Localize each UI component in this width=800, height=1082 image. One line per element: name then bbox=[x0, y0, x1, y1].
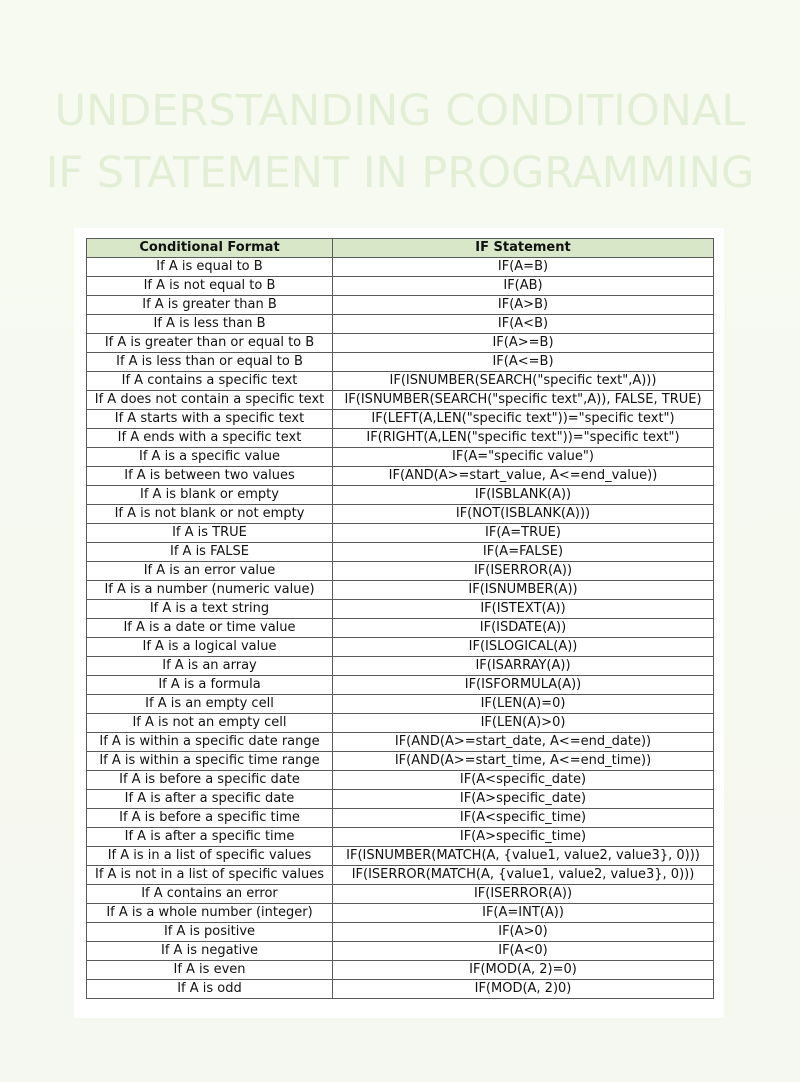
if-statement-cell[interactable]: IF(A<specific_date) bbox=[333, 771, 714, 790]
conditional-format-cell[interactable]: If A is equal to B bbox=[87, 258, 333, 277]
conditional-format-cell[interactable]: If A is an empty cell bbox=[87, 695, 333, 714]
conditional-format-cell[interactable]: If A is negative bbox=[87, 942, 333, 961]
table-row bbox=[87, 942, 714, 961]
conditional-format-cell[interactable]: If A is an array bbox=[87, 657, 333, 676]
if-statement-cell[interactable]: IF(ISERROR(MATCH(A, {value1, value2, value3}, 0))) bbox=[333, 866, 714, 885]
if-statement-cell[interactable]: IF(A<0) bbox=[333, 942, 714, 961]
title-line-2: IF STATEMENT IN PROGRAMMING bbox=[45, 148, 755, 198]
table-row bbox=[87, 809, 714, 828]
conditional-format-cell[interactable]: If A is blank or empty bbox=[87, 486, 333, 505]
table-header-row bbox=[87, 239, 714, 258]
page-title bbox=[0, 80, 800, 204]
table-row bbox=[87, 961, 714, 980]
conditional-format-cell[interactable]: If A ends with a specific text bbox=[87, 429, 333, 448]
table-row bbox=[87, 372, 714, 391]
if-statement-cell[interactable]: IF(A>specific_date) bbox=[333, 790, 714, 809]
table-row bbox=[87, 752, 714, 771]
table-row bbox=[87, 771, 714, 790]
conditional-format-cell[interactable]: If A is greater than B bbox=[87, 296, 333, 315]
if-statement-cell[interactable]: IF(A<B) bbox=[333, 315, 714, 334]
conditional-format-cell[interactable]: If A is after a specific date bbox=[87, 790, 333, 809]
conditional-format-cell[interactable]: If A contains a specific text bbox=[87, 372, 333, 391]
if-statement-cell[interactable]: IF(ISERROR(A)) bbox=[333, 885, 714, 904]
conditional-format-cell[interactable]: If A starts with a specific text bbox=[87, 410, 333, 429]
conditional-format-cell[interactable]: If A contains an error bbox=[87, 885, 333, 904]
conditional-format-cell[interactable]: If A is within a specific time range bbox=[87, 752, 333, 771]
if-statement-cell[interactable]: IF(NOT(ISBLANK(A))) bbox=[333, 505, 714, 524]
if-statement-cell[interactable]: IF(ISNUMBER(SEARCH("specific text",A)), FALSE, TRUE) bbox=[333, 391, 714, 410]
conditional-format-cell[interactable]: If A is less than or equal to B bbox=[87, 353, 333, 372]
if-statement-cell[interactable]: IF(ISDATE(A)) bbox=[333, 619, 714, 638]
table-row bbox=[87, 334, 714, 353]
table-row bbox=[87, 486, 714, 505]
conditional-format-cell[interactable]: If A is before a specific time bbox=[87, 809, 333, 828]
column-header-if-statement[interactable]: IF Statement bbox=[333, 239, 714, 258]
if-statement-cell[interactable]: IF(A<=B) bbox=[333, 353, 714, 372]
table-row bbox=[87, 467, 714, 486]
table-row bbox=[87, 524, 714, 543]
conditional-format-cell[interactable]: If A is after a specific time bbox=[87, 828, 333, 847]
table-body bbox=[87, 258, 714, 999]
title-line-1: UNDERSTANDING CONDITIONAL bbox=[54, 86, 746, 136]
if-statement-cell[interactable]: IF(RIGHT(A,LEN("specific text"))="specific text") bbox=[333, 429, 714, 448]
if-statement-cell[interactable]: IF(MOD(A, 2)=0) bbox=[333, 961, 714, 980]
conditional-format-cell[interactable]: If A is a text string bbox=[87, 600, 333, 619]
if-statement-cell[interactable]: IF(LEFT(A,LEN("specific text"))="specific text") bbox=[333, 410, 714, 429]
if-statement-cell[interactable]: IF(AND(A>=start_date, A<=end_date)) bbox=[333, 733, 714, 752]
table-row bbox=[87, 866, 714, 885]
conditional-format-cell[interactable]: If A is even bbox=[87, 961, 333, 980]
table-row bbox=[87, 676, 714, 695]
table-row bbox=[87, 980, 714, 999]
spreadsheet-area bbox=[74, 228, 724, 1018]
table-row bbox=[87, 790, 714, 809]
conditional-format-cell[interactable]: If A is a formula bbox=[87, 676, 333, 695]
conditional-format-cell[interactable]: If A is a whole number (integer) bbox=[87, 904, 333, 923]
if-statement-cell[interactable]: IF(ISTEXT(A)) bbox=[333, 600, 714, 619]
if-statement-cell[interactable]: IF(A="specific value") bbox=[333, 448, 714, 467]
conditional-format-cell[interactable]: If A is between two values bbox=[87, 467, 333, 486]
conditional-format-cell[interactable]: If A is greater than or equal to B bbox=[87, 334, 333, 353]
table-row bbox=[87, 581, 714, 600]
conditional-format-cell[interactable]: If A is before a specific date bbox=[87, 771, 333, 790]
table-row bbox=[87, 923, 714, 942]
table-row bbox=[87, 410, 714, 429]
if-statement-cell[interactable]: IF(AND(A>=start_value, A<=end_value)) bbox=[333, 467, 714, 486]
conditional-format-cell[interactable]: If A is not an empty cell bbox=[87, 714, 333, 733]
if-statement-cell[interactable]: IF(A=TRUE) bbox=[333, 524, 714, 543]
conditional-format-cell[interactable]: If A is odd bbox=[87, 980, 333, 999]
if-statement-cell[interactable]: IF(AND(A>=start_time, A<=end_time)) bbox=[333, 752, 714, 771]
table-row bbox=[87, 847, 714, 866]
table-row bbox=[87, 600, 714, 619]
conditional-format-cell[interactable]: If A does not contain a specific text bbox=[87, 391, 333, 410]
if-statement-cell[interactable]: IF(A=B) bbox=[333, 258, 714, 277]
if-statement-cell[interactable]: IF(LEN(A)>0) bbox=[333, 714, 714, 733]
table-row bbox=[87, 619, 714, 638]
if-statement-cell[interactable]: IF(LEN(A)=0) bbox=[333, 695, 714, 714]
if-statement-cell[interactable]: IF(ISERROR(A)) bbox=[333, 562, 714, 581]
if-statement-cell[interactable]: IF(AB) bbox=[333, 277, 714, 296]
table-row bbox=[87, 296, 714, 315]
conditional-format-cell[interactable]: If A is less than B bbox=[87, 315, 333, 334]
if-statement-cell[interactable]: IF(ISARRAY(A)) bbox=[333, 657, 714, 676]
conditional-format-cell[interactable]: If A is a date or time value bbox=[87, 619, 333, 638]
conditional-format-cell[interactable]: If A is an error value bbox=[87, 562, 333, 581]
conditional-format-cell[interactable]: If A is within a specific date range bbox=[87, 733, 333, 752]
table-row bbox=[87, 315, 714, 334]
table-row bbox=[87, 733, 714, 752]
if-statement-cell[interactable]: IF(ISNUMBER(SEARCH("specific text",A))) bbox=[333, 372, 714, 391]
table-row bbox=[87, 258, 714, 277]
table-row bbox=[87, 714, 714, 733]
table-row bbox=[87, 505, 714, 524]
table-row bbox=[87, 429, 714, 448]
table-row bbox=[87, 657, 714, 676]
table-row bbox=[87, 562, 714, 581]
if-statement-cell[interactable]: IF(ISBLANK(A)) bbox=[333, 486, 714, 505]
table-row bbox=[87, 904, 714, 923]
conditional-format-cell[interactable]: If A is TRUE bbox=[87, 524, 333, 543]
if-statement-cell[interactable]: IF(A=FALSE) bbox=[333, 543, 714, 562]
table-row bbox=[87, 828, 714, 847]
if-statement-cell[interactable]: IF(ISNUMBER(MATCH(A, {value1, value2, value3}, 0))) bbox=[333, 847, 714, 866]
conditional-format-cell[interactable]: If A is not blank or not empty bbox=[87, 505, 333, 524]
column-header-conditional-format[interactable]: Conditional Format bbox=[87, 239, 333, 258]
if-statement-cell[interactable]: IF(ISNUMBER(A)) bbox=[333, 581, 714, 600]
table-row bbox=[87, 638, 714, 657]
if-statement-cell[interactable]: IF(A>specific_time) bbox=[333, 828, 714, 847]
conditional-format-cell[interactable]: If A is positive bbox=[87, 923, 333, 942]
conditional-format-cell[interactable]: If A is not equal to B bbox=[87, 277, 333, 296]
table-row bbox=[87, 277, 714, 296]
table-row bbox=[87, 885, 714, 904]
if-statement-cell[interactable]: IF(A>0) bbox=[333, 923, 714, 942]
if-statement-cell[interactable]: IF(A>B) bbox=[333, 296, 714, 315]
table-row bbox=[87, 448, 714, 467]
if-statement-cell[interactable]: IF(MOD(A, 2)0) bbox=[333, 980, 714, 999]
conditional-format-cell[interactable]: If A is FALSE bbox=[87, 543, 333, 562]
if-statement-table bbox=[86, 238, 714, 999]
conditional-format-cell[interactable]: If A is not in a list of specific values bbox=[87, 866, 333, 885]
if-statement-cell[interactable]: IF(ISFORMULA(A)) bbox=[333, 676, 714, 695]
conditional-format-cell[interactable]: If A is a number (numeric value) bbox=[87, 581, 333, 600]
if-statement-cell[interactable]: IF(ISLOGICAL(A)) bbox=[333, 638, 714, 657]
conditional-format-cell[interactable]: If A is a specific value bbox=[87, 448, 333, 467]
table-row bbox=[87, 391, 714, 410]
if-statement-cell[interactable]: IF(A>=B) bbox=[333, 334, 714, 353]
table-row bbox=[87, 695, 714, 714]
table-row bbox=[87, 543, 714, 562]
if-statement-cell[interactable]: IF(A=INT(A)) bbox=[333, 904, 714, 923]
conditional-format-cell[interactable]: If A is in a list of specific values bbox=[87, 847, 333, 866]
if-statement-cell[interactable]: IF(A<specific_time) bbox=[333, 809, 714, 828]
table-row bbox=[87, 353, 714, 372]
conditional-format-cell[interactable]: If A is a logical value bbox=[87, 638, 333, 657]
